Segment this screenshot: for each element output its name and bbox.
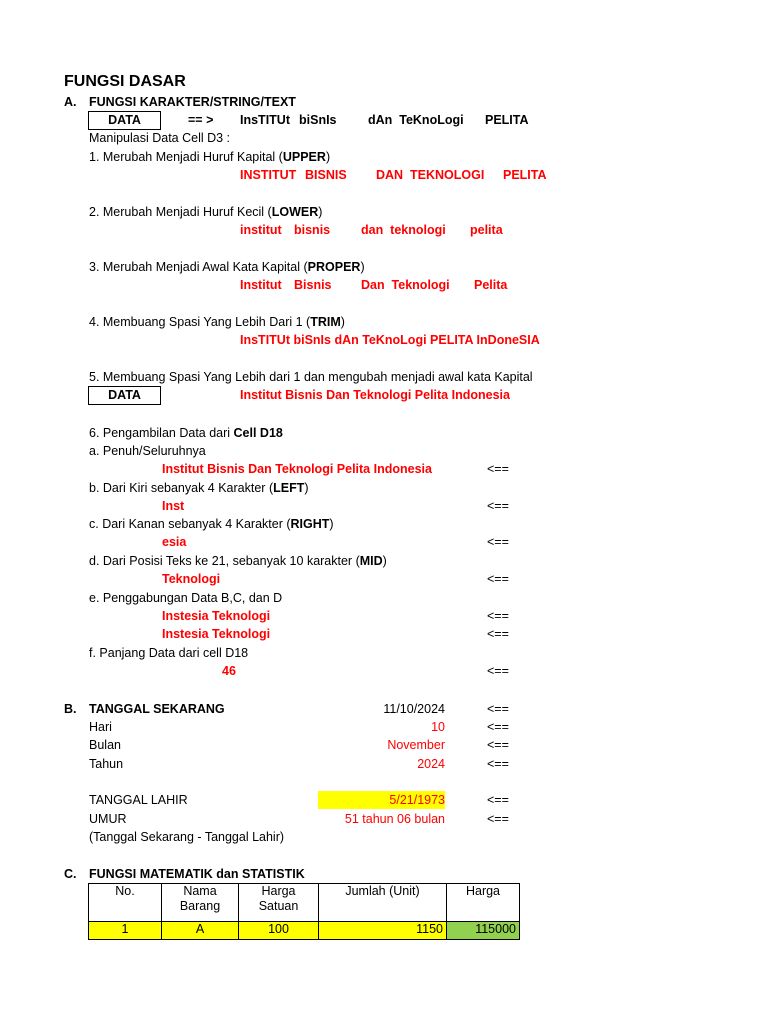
age-note: (Tanggal Sekarang - Tanggal Lahir) <box>89 830 285 844</box>
back-arrow-birth: <== <box>487 793 509 807</box>
today-date: 11/10/2024 <box>383 702 445 716</box>
birth-label: TANGGAL LAHIR <box>89 793 188 807</box>
item-5-result: Institut Bisnis Dan Teknologi Pelita Indonesia <box>240 388 510 402</box>
cell-jumlah-unit[interactable]: 1150 <box>319 922 447 940</box>
cell-nama-barang[interactable]: A <box>162 922 239 940</box>
back-arrow-a: <== <box>487 462 509 476</box>
header-jumlah-unit[interactable]: Jumlah (Unit) <box>319 884 447 922</box>
subitem-e-label: e. Penggabungan Data B,C, dan D <box>89 591 283 605</box>
proper-word-1: Institut <box>240 278 282 292</box>
data-box-2[interactable]: DATA <box>88 386 161 405</box>
cell-no[interactable]: 1 <box>89 922 162 940</box>
lower-word-3: dan teknologi <box>361 223 446 237</box>
data-box[interactable]: DATA <box>88 111 161 130</box>
item-4-label: 4. Membuang Spasi Yang Lebih Dari 1 (TRIM) <box>89 315 345 329</box>
section-c-letter: C. <box>64 867 77 881</box>
back-arrow-d: <== <box>487 572 509 586</box>
subitem-a-label: a. Penuh/Seluruhnya <box>89 444 206 458</box>
year-value: 2024 <box>417 757 445 771</box>
upper-word-1: INSTITUT <box>240 168 297 182</box>
header-harga[interactable]: Harga <box>447 884 520 922</box>
day-label: Hari <box>89 720 112 734</box>
birth-date-cell[interactable]: 5/21/1973 <box>318 791 445 809</box>
source-word-3: dAn TeKnoLogi <box>368 113 464 127</box>
section-c-heading: FUNGSI MATEMATIK dan STATISTIK <box>89 867 305 881</box>
back-arrow-e1: <== <box>487 609 509 623</box>
subitem-e-result-1: Instesia Teknologi <box>162 609 271 623</box>
year-label: Tahun <box>89 757 124 771</box>
subitem-a-result: Institut Bisnis Dan Teknologi Pelita Indonesia <box>162 462 432 476</box>
proper-word-3: Dan Teknologi <box>361 278 450 292</box>
lower-word-1: institut <box>240 223 282 237</box>
subitem-c-label: c. Dari Kanan sebanyak 4 Karakter (RIGHT) <box>89 517 334 531</box>
source-word-4: PELITA <box>485 113 529 127</box>
back-arrow-month: <== <box>487 738 509 752</box>
back-arrow-day: <== <box>487 720 509 734</box>
section-a-heading: FUNGSI KARAKTER/STRING/TEXT <box>89 95 296 109</box>
trim-result: InsTITUt biSnIs dAn TeKnoLogi PELITA InDoneSIA <box>240 333 540 347</box>
subitem-f-label: f. Panjang Data dari cell D18 <box>89 646 249 660</box>
cell-harga-satuan[interactable]: 100 <box>239 922 319 940</box>
back-arrow-f: <== <box>487 664 509 678</box>
header-nama-barang[interactable]: Nama Barang <box>162 884 239 922</box>
subitem-b-label: b. Dari Kiri sebanyak 4 Karakter (LEFT) <box>89 481 309 495</box>
header-harga-satuan[interactable]: Harga Satuan <box>239 884 319 922</box>
item-6-label: 6. Pengambilan Data dari Cell D18 <box>89 426 283 440</box>
subitem-b-result: Inst <box>162 499 185 513</box>
subitem-d-result: Teknologi <box>162 572 221 586</box>
item-3-label: 3. Merubah Menjadi Awal Kata Kapital (PROPER) <box>89 260 365 274</box>
arrow-right: == > <box>188 113 214 127</box>
lower-word-2: bisnis <box>294 223 331 237</box>
upper-word-2: BISNIS <box>305 168 347 182</box>
back-arrow-c: <== <box>487 535 509 549</box>
page-title: FUNGSI DASAR <box>64 73 186 90</box>
section-a-letter: A. <box>64 95 77 109</box>
item-2-label: 2. Merubah Menjadi Huruf Kecil (LOWER) <box>89 205 323 219</box>
back-arrow-today: <== <box>487 702 509 716</box>
back-arrow-b: <== <box>487 499 509 513</box>
upper-word-3: DAN TEKNOLOGI <box>376 168 485 182</box>
section-b-heading: TANGGAL SEKARANG <box>89 702 225 716</box>
back-arrow-year: <== <box>487 757 509 771</box>
back-arrow-e2: <== <box>487 627 509 641</box>
subitem-d-label: d. Dari Posisi Teks ke 21, sebanyak 10 karakter (MID) <box>89 554 387 568</box>
source-word-1: InsTITUt <box>240 113 290 127</box>
subitem-f-result: 46 <box>222 664 236 678</box>
age-value: 51 tahun 06 bulan <box>344 812 445 826</box>
upper-word-4: PELITA <box>503 168 547 182</box>
table-row <box>89 922 520 940</box>
age-label: UMUR <box>89 812 127 826</box>
source-word-2: biSnIs <box>299 113 337 127</box>
proper-word-4: Pelita <box>474 278 508 292</box>
day-value: 10 <box>431 720 445 734</box>
header-no[interactable]: No. <box>89 884 162 922</box>
items-table <box>88 883 520 940</box>
proper-word-2: Bisnis <box>294 278 332 292</box>
back-arrow-age: <== <box>487 812 509 826</box>
lower-word-4: pelita <box>470 223 503 237</box>
item-1-label: 1. Merubah Menjadi Huruf Kapital (UPPER) <box>89 150 331 164</box>
intro-text: Manipulasi Data Cell D3 : <box>89 131 231 145</box>
cell-harga[interactable]: 115000 <box>447 922 520 940</box>
subitem-e-result-2: Instesia Teknologi <box>162 627 271 641</box>
subitem-c-result: esia <box>162 535 187 549</box>
item-5-label: 5. Membuang Spasi Yang Lebih dari 1 dan mengubah menjadi awal kata Kapital <box>89 370 533 384</box>
month-value: November <box>387 738 445 752</box>
section-b-letter: B. <box>64 702 77 716</box>
table-header-row <box>89 884 520 922</box>
month-label: Bulan <box>89 738 121 752</box>
